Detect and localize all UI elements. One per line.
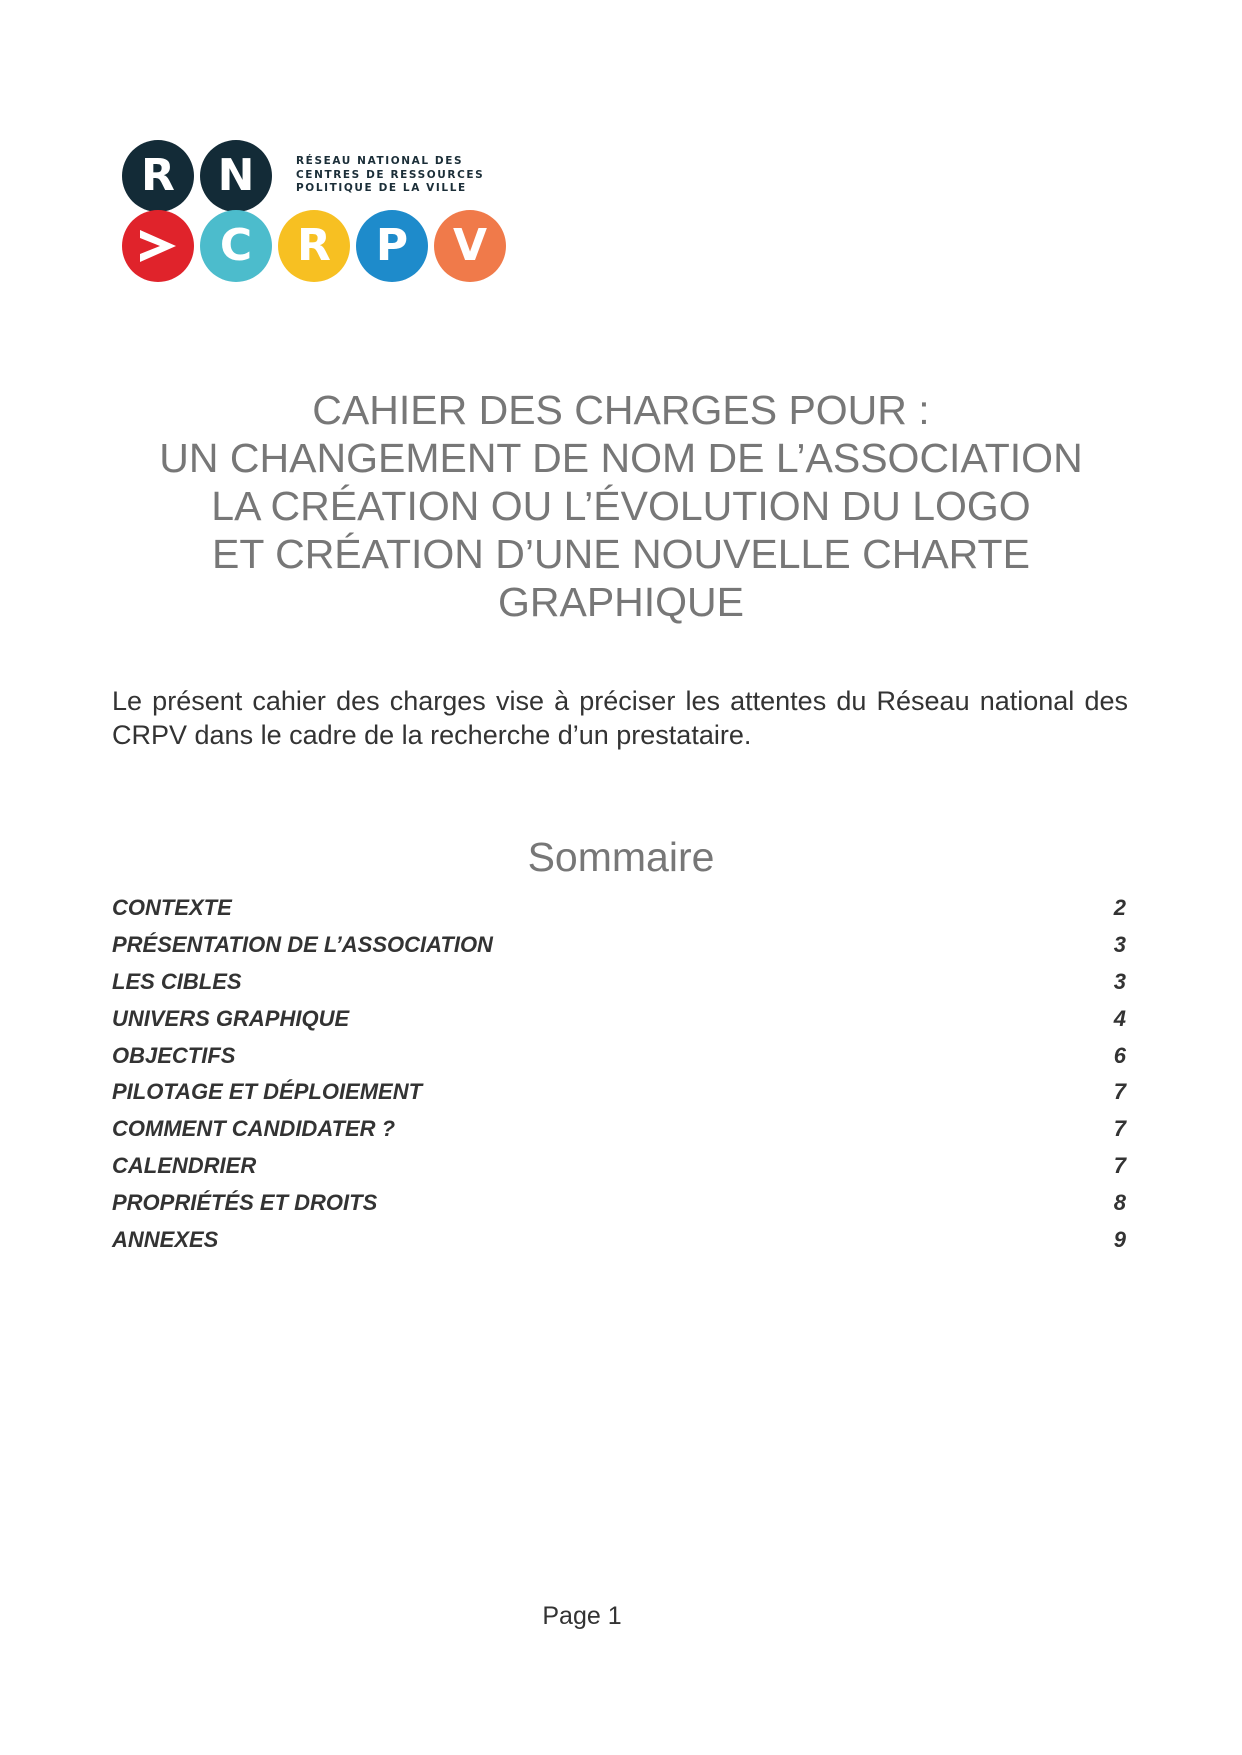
document-title <box>100 386 1142 626</box>
logo-circle-r: R <box>122 140 194 212</box>
toc-entry-annexes[interactable] <box>112 1221 1128 1258</box>
toc-entry-page: 8 <box>1113 1189 1126 1215</box>
title-line: LA CRÉATION OU L’ÉVOLUTION DU LOGO <box>211 483 1031 529</box>
rn-crpv-logo <box>122 140 502 290</box>
toc-entry-calendrier[interactable] <box>112 1148 1128 1185</box>
toc-entry-objectifs[interactable] <box>112 1037 1128 1074</box>
toc-entry-proprietes[interactable] <box>112 1184 1128 1221</box>
logo-circle-arrow <box>122 210 194 282</box>
toc-entry-univers-graphique[interactable] <box>112 1000 1128 1037</box>
intro-paragraph: Le présent cahier des charges vise à préciser les attentes du Réseau national des CRPV dans le cadre de la recherche d’un prestataire. <box>112 686 1128 750</box>
logo-circle-p: P <box>356 210 428 282</box>
toc-entry-page: 7 <box>1113 1116 1126 1142</box>
toc-entry-page: 9 <box>1113 1226 1126 1252</box>
toc-entry-page: 2 <box>1113 895 1126 921</box>
logo-circle-c: C <box>200 210 272 282</box>
page-number: Page 1 <box>542 1602 622 1630</box>
logo-circle-r2: R <box>278 210 350 282</box>
toc-entry-cibles[interactable] <box>112 964 1128 1001</box>
toc-entry-label: PROPRIÉTÉS ET DROITS <box>112 1189 378 1215</box>
title-line: UN CHANGEMENT DE NOM DE L’ASSOCIATION <box>159 435 1083 481</box>
arrow-icon <box>138 228 178 264</box>
toc-entry-page: 4 <box>1113 1005 1126 1031</box>
toc-entry-label: OBJECTIFS <box>112 1042 236 1068</box>
title-line: GRAPHIQUE <box>497 579 745 625</box>
toc-heading: Sommaire <box>527 834 715 880</box>
toc-entry-label: UNIVERS GRAPHIQUE <box>112 1005 350 1031</box>
logo-tagline-line: RÉSEAU NATIONAL DES <box>296 155 464 167</box>
toc-entry-label: COMMENT CANDIDATER ? <box>112 1116 396 1142</box>
toc-entry-label: LES CIBLES <box>112 968 242 994</box>
logo-tagline-line: CENTRES DE RESSOURCES <box>296 168 485 181</box>
toc-entry-page: 3 <box>1113 932 1126 958</box>
toc-entry-contexte[interactable] <box>112 890 1128 927</box>
toc-entry-label: ANNEXES <box>112 1226 219 1252</box>
logo-circle-v: V <box>434 210 506 282</box>
toc-entry-label: CONTEXTE <box>112 895 232 921</box>
toc-entry-page: 6 <box>1113 1042 1126 1068</box>
table-of-contents <box>112 890 1128 1258</box>
logo-tagline-line: POLITIQUE DE LA VILLE <box>296 182 467 194</box>
title-line: CAHIER DES CHARGES POUR : <box>312 387 930 433</box>
toc-entry-pilotage[interactable] <box>112 1074 1128 1111</box>
toc-entry-candidater[interactable] <box>112 1111 1128 1148</box>
logo-top-row <box>122 140 272 212</box>
logo-circle-n: N <box>200 140 272 212</box>
toc-entry-page: 3 <box>1113 968 1126 994</box>
toc-entry-label: CALENDRIER <box>112 1152 257 1178</box>
toc-entry-page: 7 <box>1113 1079 1126 1105</box>
toc-entry-label: PILOTAGE ET DÉPLOIEMENT <box>112 1079 423 1105</box>
toc-entry-page: 7 <box>1113 1152 1126 1178</box>
logo-tagline <box>296 155 496 196</box>
logo-bottom-row <box>122 210 506 282</box>
toc-entry-label: PRÉSENTATION DE L’ASSOCIATION <box>112 932 493 958</box>
title-line: ET CRÉATION D’UNE NOUVELLE CHARTE <box>212 531 1030 577</box>
toc-entry-presentation[interactable] <box>112 927 1128 964</box>
